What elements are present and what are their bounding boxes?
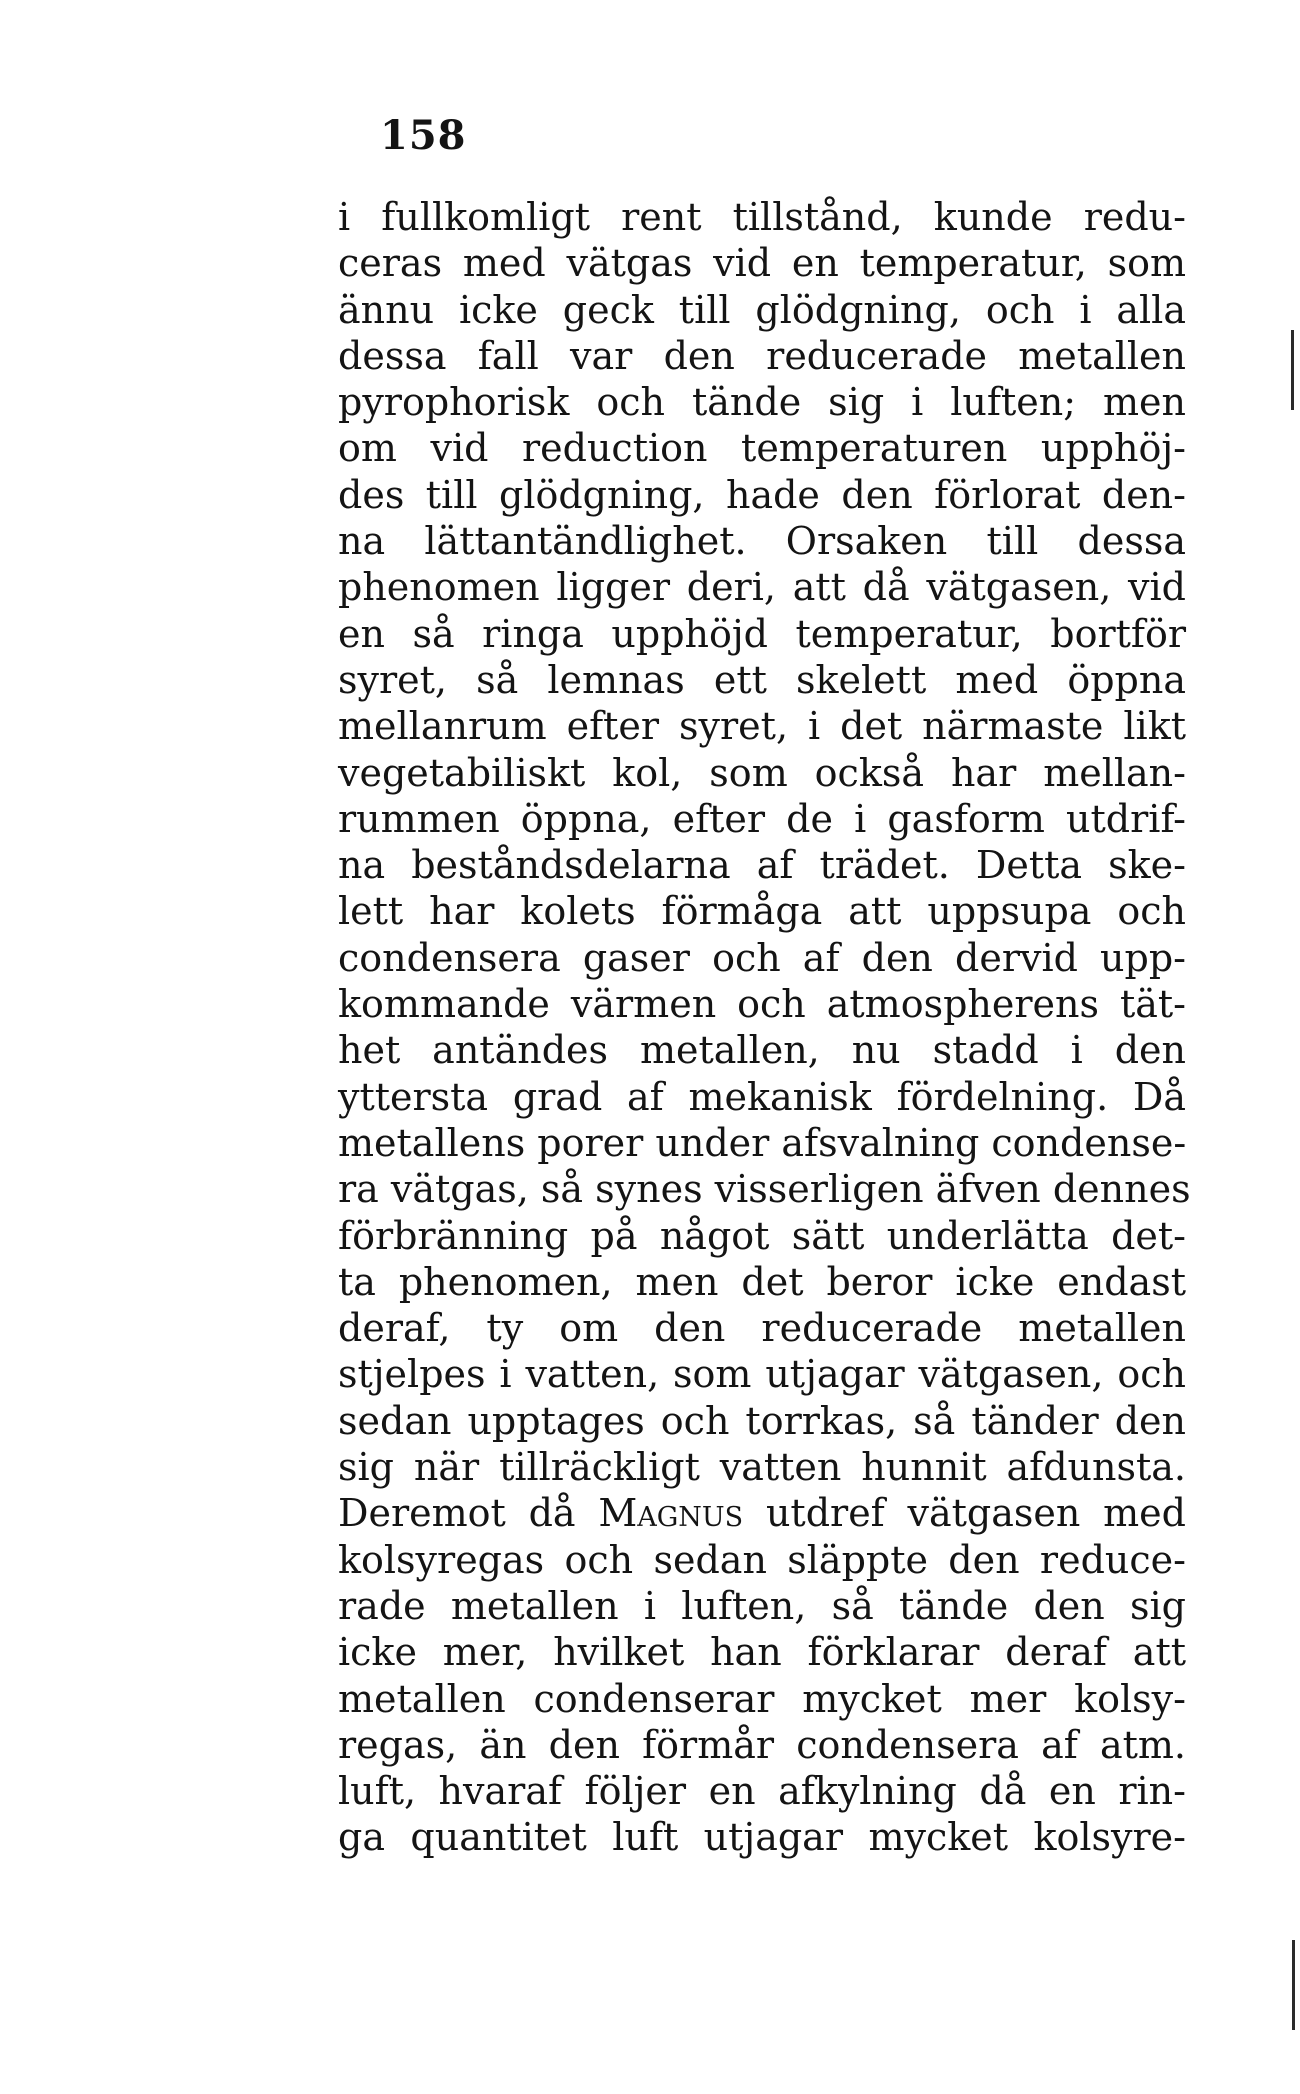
text-line: lett har kolets förmåga att uppsupa och: [338, 889, 1186, 934]
text-line: i fullkomligt rent tillstånd, kunde redu-: [338, 195, 1186, 239]
text-line: luft, hvaraf följer en afkylning då en rin-: [338, 1769, 1186, 1814]
text-line: stjelpes i vatten, som utjagar vätgasen, och: [338, 1352, 1186, 1397]
body-text: [338, 194, 1191, 1861]
text-line: na beståndsdelarna af trädet. Detta ske-: [338, 843, 1186, 888]
text-line: deraf, ty om den reducerade metallen: [338, 1306, 1186, 1351]
text-line: dessa fall var den reducerade metallen: [338, 333, 1186, 378]
text-line: ännu icke geck till glödgning, och i alla: [338, 287, 1186, 332]
text-line: vegetabiliskt kol, som också har mellan-: [338, 750, 1186, 795]
text-line: förbränning på något sätt underlätta det-: [338, 1213, 1186, 1258]
magnus-line-before: Deremot då: [338, 1491, 599, 1536]
text-line: kommande värmen och atmospherens tät-: [338, 982, 1186, 1027]
text-line: ta phenomen, men det beror icke endast: [338, 1259, 1186, 1304]
text-line: het antändes metallen, nu stadd i den: [338, 1028, 1186, 1073]
text-line-magnus: [338, 1490, 1186, 1536]
text-line: kolsyregas och sedan släppte den reduce-: [338, 1537, 1186, 1582]
magnus-line-after: utdref vätgasen med: [743, 1491, 1186, 1536]
text-line: condensera gaser och af den dervid upp-: [338, 935, 1186, 980]
author-name: Magnus: [598, 1491, 744, 1536]
text-line: metallens porer under afsvalning condense-: [338, 1120, 1187, 1165]
text-line: icke mer, hvilket han förklarar deraf att: [338, 1630, 1186, 1675]
text-line: mellanrum efter syret, i det närmaste likt: [338, 704, 1186, 749]
text-line: sedan upptages och torrkas, så tänder den: [338, 1398, 1186, 1443]
text-line: na lättantändlighet. Orsaken till dessa: [338, 519, 1186, 564]
text-line: regas, än den förmår condensera af atm.: [338, 1722, 1186, 1767]
text-line: rummen öppna, efter de i gasform utdrif-: [338, 796, 1186, 841]
text-line: ga quantitet luft utjagar mycket kolsyre-: [338, 1815, 1186, 1860]
text-line: om vid reduction temperaturen upphöj-: [338, 426, 1186, 471]
text-line: ceras med vätgas vid en temperatur, som: [338, 241, 1186, 286]
text-line: phenomen ligger deri, att då vätgasen, vid: [338, 565, 1186, 610]
scan-edge-mark: [1291, 330, 1294, 410]
text-line: en så ringa upphöjd temperatur, bortför: [338, 611, 1186, 656]
text-line: rade metallen i luften, så tände den sig: [338, 1583, 1186, 1628]
text-line: syret, så lemnas ett skelett med öppna: [338, 657, 1186, 702]
text-line: metallen condenserar mycket mer kolsy-: [338, 1676, 1186, 1721]
text-line: yttersta grad af mekanisk fördelning. Då: [338, 1074, 1186, 1119]
text-line: sig när tillräckligt vatten hunnit afdunsta.: [338, 1445, 1186, 1490]
text-line: pyrophorisk och tände sig i luften; men: [338, 380, 1186, 425]
text-line: ra vätgas, så synes visserligen äfven dennes: [338, 1167, 1191, 1212]
text-line: des till glödgning, hade den förlorat den-: [338, 472, 1186, 517]
scan-edge-mark: [1292, 1940, 1295, 2030]
page-number: 158: [380, 112, 467, 159]
